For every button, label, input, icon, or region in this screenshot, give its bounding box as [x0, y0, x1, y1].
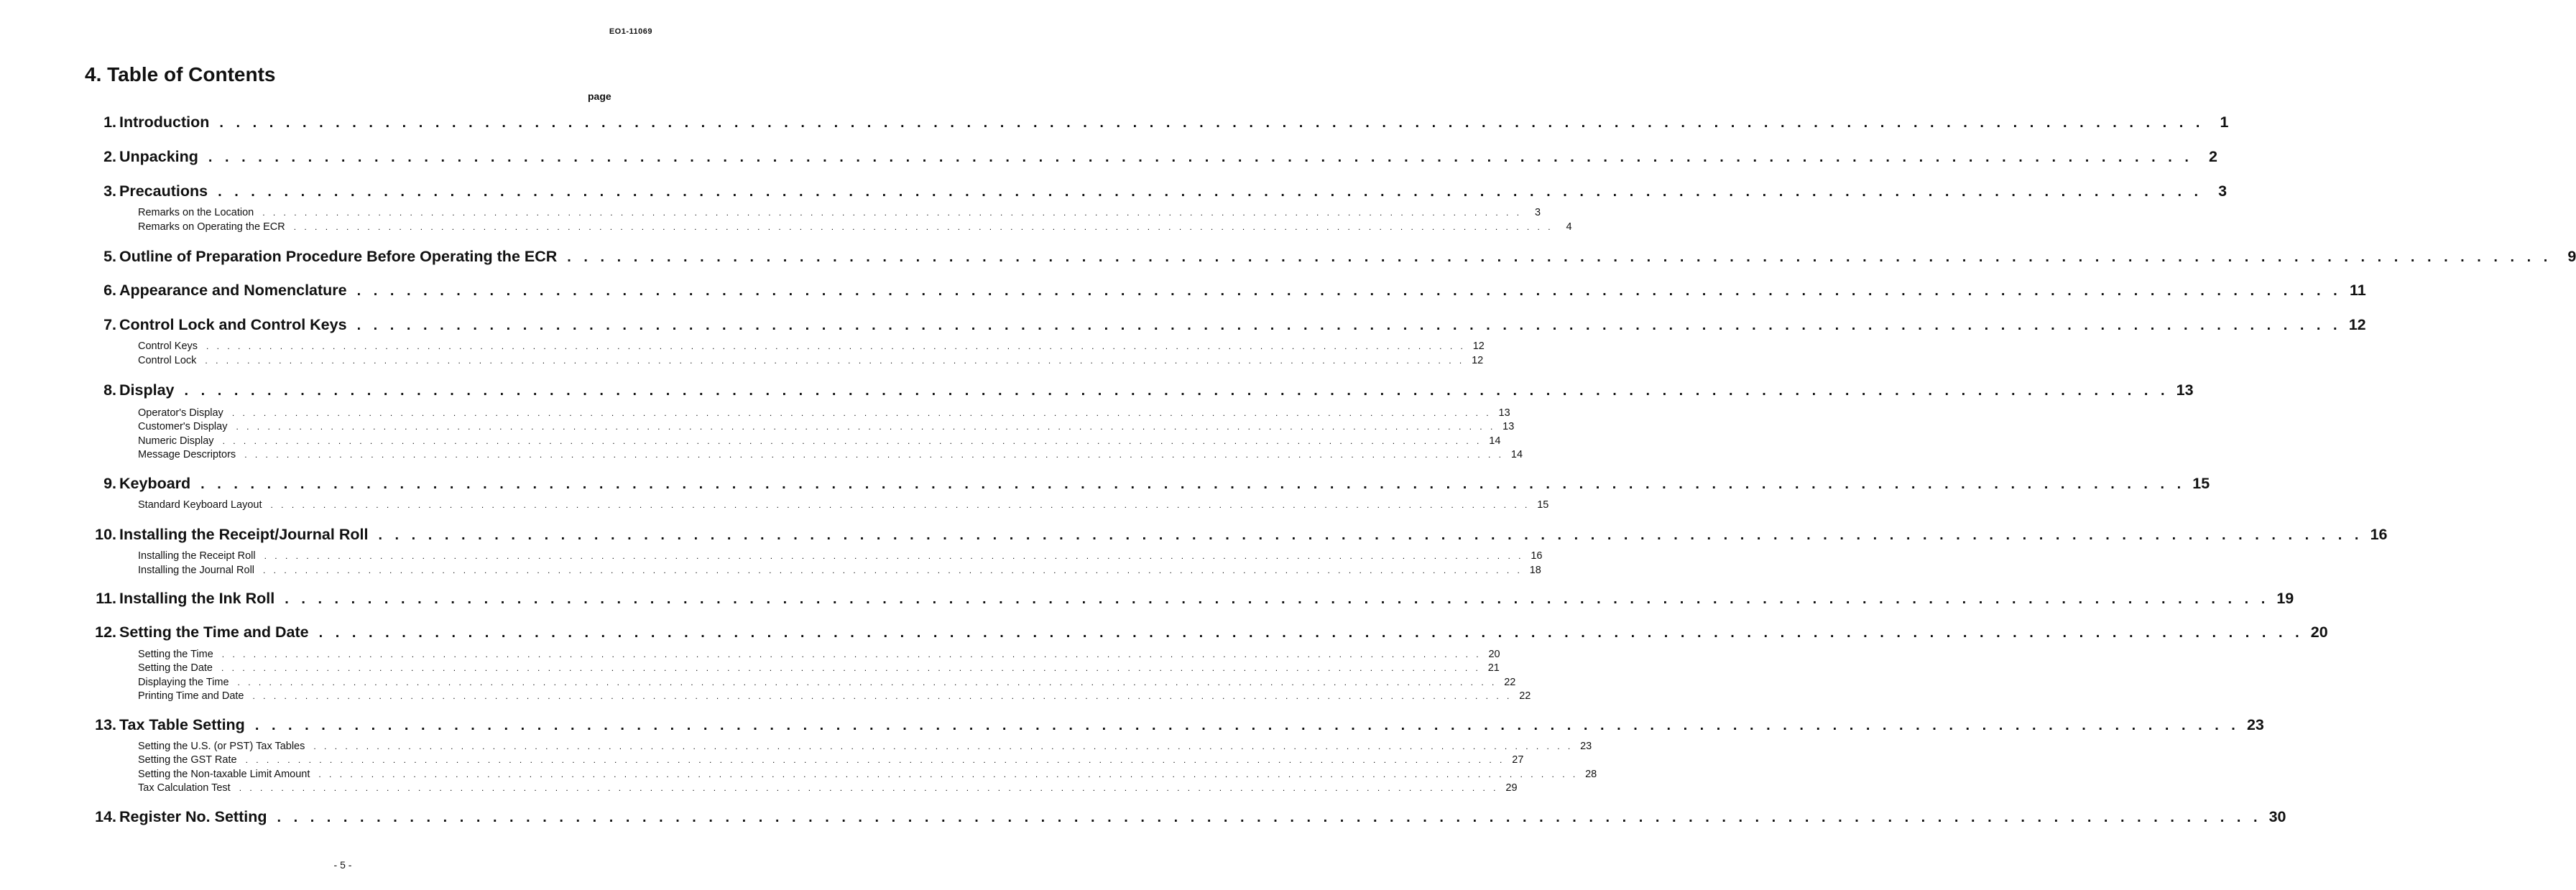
subsection-page-number: 4 — [1566, 221, 1572, 233]
subsection-page-number: 22 — [1519, 690, 1531, 702]
subsection-page-number: 29 — [1505, 782, 1518, 794]
toc-subsection-entry[interactable] — [138, 754, 1524, 768]
dot-leader: . . . . . . . . . . . . . . . . . . . . . . . . . . . . . . . . . . . . . . . . . . . . . . . . . . . . . . . . . . . . . . . . . . . . . . . . . . . . . . . . . . . . . . . . . . . . . . . . . . . . . . . . . . . . . . . . . . . . . . . . — [277, 810, 2262, 825]
section-number: 7. — [103, 316, 116, 333]
section-title: Setting the Time and Date — [119, 624, 309, 641]
toc-subsection-entry[interactable] — [138, 565, 1541, 578]
section-number: 5. — [103, 248, 116, 265]
dot-leader: . . . . . . . . . . . . . . . . . . . . . . . . . . . . . . . . . . . . . . . . . . . . . . . . . . . . . . . . . . . . . . . . . . . . . . . . . . . . . . . . . . . . . . . . . . . . . . . . . . . . . . . . . . . . . . . . . . . . . . . . — [318, 769, 1579, 779]
subsection-page-number: 15 — [1537, 499, 1549, 511]
subsection-page-number: 12 — [1472, 340, 1485, 352]
dot-leader: . . . . . . . . . . . . . . . . . . . . . . . . . . . . . . . . . . . . . . . . . . . . . . . . . . . . . . . . . . . . . . . . . . . . . . . . . . . . . . . . . . . . . . . . . . . . . . . . . . . . . . . . . . . . . . . . . . . . . . . . — [245, 755, 1505, 765]
toc-section-entry[interactable] — [80, 182, 2228, 204]
dot-leader: . . . . . . . . . . . . . . . . . . . . . . . . . . . . . . . . . . . . . . . . . . . . . . . . . . . . . . . . . . . . . . . . . . . . . . . . . . . . . . . . . . . . . . . . . . . . . . . . . . . . . . . . . . . . . . . . . . . . . . . . — [244, 450, 1505, 460]
dot-leader: . . . . . . . . . . . . . . . . . . . . . . . . . . . . . . . . . . . . . . . . . . . . . . . . . . . . . . . . . . . . . . . . . . . . . . . . . . . . . . . . . . . . . . . . . . . . . . . . . . . . . . . . . . . . . . . . . . . . . . . . — [221, 649, 1482, 659]
dot-leader: . . . . . . . . . . . . . . . . . . . . . . . . . . . . . . . . . . . . . . . . . . . . . . . . . . . . . . . . . . . . . . . . . . . . . . . . . . . . . . . . . . . . . . . . . . . . . . . . . . . . . . . . . . . . . . . . . . . . . . . . — [567, 249, 2552, 265]
dot-leader: . . . . . . . . . . . . . . . . . . . . . . . . . . . . . . . . . . . . . . . . . . . . . . . . . . . . . . . . . . . . . . . . . . . . . . . . . . . . . . . . . . . . . . . . . . . . . . . . . . . . . . . . . . . . . . . . . . . . . . . . — [270, 500, 1531, 510]
dot-leader: . . . . . . . . . . . . . . . . . . . . . . . . . . . . . . . . . . . . . . . . . . . . . . . . . . . . . . . . . . . . . . . . . . . . . . . . . . . . . . . . . . . . . . . . . . . . . . . . . . . . . . . . . . . . . . . . . . . . . . . . — [356, 317, 2342, 333]
section-number: 14. — [95, 808, 116, 825]
toc-section-entry[interactable] — [80, 381, 2194, 403]
page-footer: - 5 - — [333, 859, 352, 871]
toc-subsection-entry[interactable] — [138, 407, 1510, 421]
section-page-number: 20 — [2310, 624, 2328, 641]
dot-leader: . . . . . . . . . . . . . . . . . . . . . . . . . . . . . . . . . . . . . . . . . . . . . . . . . . . . . . . . . . . . . . . . . . . . . . . . . . . . . . . . . . . . . . . . . . . . . . . . . . . . . . . . . . . . . . . . . . . . . . . . — [263, 565, 1523, 575]
subsection-title: Setting the Time — [138, 649, 213, 660]
subsection-page-number: 28 — [1585, 769, 1597, 780]
toc-section-entry[interactable] — [80, 716, 2264, 738]
toc-section-entry[interactable] — [80, 248, 2576, 269]
subsection-title: Setting the GST Rate — [138, 754, 237, 766]
toc-subsection-entry[interactable] — [138, 677, 1516, 690]
toc-section-entry[interactable] — [80, 475, 2210, 496]
section-number: 12. — [95, 624, 116, 641]
subsection-title: Numeric Display — [138, 435, 214, 447]
toc-section-entry[interactable] — [80, 624, 2328, 645]
section-title: Installing the Receipt/Journal Roll — [119, 526, 369, 543]
dot-leader: . . . . . . . . . . . . . . . . . . . . . . . . . . . . . . . . . . . . . . . . . . . . . . . . . . . . . . . . . . . . . . . . . . . . . . . . . . . . . . . . . . . . . . . . . . . . . . . . . . . . . . . . . . . . . . . . . . . . . . . . — [205, 356, 1465, 366]
dot-leader: . . . . . . . . . . . . . . . . . . . . . . . . . . . . . . . . . . . . . . . . . . . . . . . . . . . . . . . . . . . . . . . . . . . . . . . . . . . . . . . . . . . . . . . . . . . . . . . . . . . . . . . . . . . . . . . . . . . . . . . . — [293, 222, 1554, 232]
section-page-number: 19 — [2276, 590, 2294, 607]
section-page-number: 13 — [2176, 381, 2194, 399]
subsection-page-number: 14 — [1489, 435, 1501, 447]
toc-subsection-entry[interactable] — [138, 690, 1531, 704]
section-title: Tax Table Setting — [119, 716, 245, 733]
subsection-title: Control Keys — [138, 340, 198, 352]
dot-leader: . . . . . . . . . . . . . . . . . . . . . . . . . . . . . . . . . . . . . . . . . . . . . . . . . . . . . . . . . . . . . . . . . . . . . . . . . . . . . . . . . . . . . . . . . . . . . . . . . . . . . . . . . . . . . . . . . . . . . . . . — [231, 408, 1492, 418]
dot-leader: . . . . . . . . . . . . . . . . . . . . . . . . . . . . . . . . . . . . . . . . . . . . . . . . . . . . . . . . . . . . . . . . . . . . . . . . . . . . . . . . . . . . . . . . . . . . . . . . . . . . . . . . . . . . . . . . . . . . . . . . — [318, 625, 2304, 641]
toc-subsection-entry[interactable] — [138, 449, 1523, 463]
subsection-title: Message Descriptors — [138, 449, 236, 460]
subsection-page-number: 12 — [1472, 355, 1484, 366]
toc-section-entry[interactable] — [80, 113, 2229, 135]
subsection-page-number: 16 — [1531, 550, 1543, 562]
section-title: Installing the Ink Roll — [119, 590, 275, 607]
dot-leader: . . . . . . . . . . . . . . . . . . . . . . . . . . . . . . . . . . . . . . . . . . . . . . . . . . . . . . . . . . . . . . . . . . . . . . . . . . . . . . . . . . . . . . . . . . . . . . . . . . . . . . . . . . . . . . . . . . . . . . . . — [219, 115, 2205, 131]
section-title: Appearance and Nomenclature — [119, 282, 347, 299]
section-title: Introduction — [119, 113, 210, 131]
toc-subsection-entry[interactable] — [138, 207, 1541, 221]
subsection-page-number: 18 — [1529, 565, 1541, 576]
page-title: 4. Table of Contents — [85, 63, 276, 85]
subsection-page-number: 23 — [1580, 741, 1592, 752]
subsection-page-number: 14 — [1510, 449, 1523, 460]
section-title: Display — [119, 381, 175, 399]
section-page-number: 3 — [2218, 182, 2228, 200]
toc-section-entry[interactable] — [80, 148, 2217, 170]
subsection-title: Setting the Date — [138, 662, 213, 674]
toc-subsection-entry[interactable] — [138, 649, 1500, 662]
section-title: Register No. Setting — [119, 808, 267, 825]
dot-leader: . . . . . . . . . . . . . . . . . . . . . . . . . . . . . . . . . . . . . . . . . . . . . . . . . . . . . . . . . . . . . . . . . . . . . . . . . . . . . . . . . . . . . . . . . . . . . . . . . . . . . . . . . . . . . . . . . . . . . . . . — [200, 476, 2186, 492]
section-number: 3. — [103, 182, 116, 200]
subsection-page-number: 20 — [1488, 649, 1500, 660]
dot-leader: . . . . . . . . . . . . . . . . . . . . . . . . . . . . . . . . . . . . . . . . . . . . . . . . . . . . . . . . . . . . . . . . . . . . . . . . . . . . . . . . . . . . . . . . . . . . . . . . . . . . . . . . . . . . . . . . . . . . . . . . — [208, 149, 2193, 165]
section-page-number: 30 — [2268, 808, 2286, 825]
page-column-label: page — [588, 91, 611, 102]
toc-section-entry[interactable] — [80, 808, 2286, 830]
toc-subsection-entry[interactable] — [138, 769, 1597, 782]
dot-leader: . . . . . . . . . . . . . . . . . . . . . . . . . . . . . . . . . . . . . . . . . . . . . . . . . . . . . . . . . . . . . . . . . . . . . . . . . . . . . . . . . . . . . . . . . . . . . . . . . . . . . . . . . . . . . . . . . . . . . . . . — [239, 783, 1499, 793]
section-title: Unpacking — [119, 148, 198, 165]
subsection-page-number: 21 — [1487, 662, 1500, 674]
dot-leader: . . . . . . . . . . . . . . . . . . . . . . . . . . . . . . . . . . . . . . . . . . . . . . . . . . . . . . . . . . . . . . . . . . . . . . . . . . . . . . . . . . . . . . . . . . . . . . . . . . . . . . . . . . . . . . . . . . . . . . . . — [218, 184, 2203, 200]
toc-subsection-entry[interactable] — [138, 221, 1572, 235]
section-number: 9. — [103, 475, 116, 492]
subsection-title: Customer's Display — [138, 421, 228, 432]
section-number: 13. — [95, 716, 116, 733]
dot-leader: . . . . . . . . . . . . . . . . . . . . . . . . . . . . . . . . . . . . . . . . . . . . . . . . . . . . . . . . . . . . . . . . . . . . . . . . . . . . . . . . . . . . . . . . . . . . . . . . . . . . . . . . . . . . . . . . . . . . . . . . — [221, 663, 1481, 673]
section-number: 6. — [103, 282, 116, 299]
toc-subsection-entry[interactable] — [138, 550, 1543, 564]
section-page-number: 12 — [2348, 316, 2366, 333]
section-page-number: 15 — [2192, 475, 2210, 492]
section-number: 11. — [96, 590, 116, 607]
toc-subsection-entry[interactable] — [138, 355, 1484, 368]
toc-subsection-entry[interactable] — [138, 782, 1518, 796]
section-page-number: 16 — [2370, 526, 2388, 543]
toc-subsection-entry[interactable] — [138, 662, 1500, 676]
subsection-title: Operator's Display — [138, 407, 223, 419]
toc-section-entry[interactable] — [80, 316, 2366, 338]
section-page-number: 23 — [2246, 716, 2264, 733]
section-title: Outline of Preparation Procedure Before Operating the ECR — [119, 248, 558, 265]
dot-leader: . . . . . . . . . . . . . . . . . . . . . . . . . . . . . . . . . . . . . . . . . . . . . . . . . . . . . . . . . . . . . . . . . . . . . . . . . . . . . . . . . . . . . . . . . . . . . . . . . . . . . . . . . . . . . . . . . . . . . . . . — [313, 741, 1574, 751]
toc-section-entry[interactable] — [80, 590, 2294, 611]
subsection-title: Setting the U.S. (or PST) Tax Tables — [138, 741, 305, 752]
subsection-page-number: 27 — [1512, 754, 1524, 766]
dot-leader: . . . . . . . . . . . . . . . . . . . . . . . . . . . . . . . . . . . . . . . . . . . . . . . . . . . . . . . . . . . . . . . . . . . . . . . . . . . . . . . . . . . . . . . . . . . . . . . . . . . . . . . . . . . . . . . . . . . . . . . . — [252, 691, 1513, 701]
toc-section-entry[interactable] — [80, 526, 2388, 547]
subsection-title: Installing the Receipt Roll — [138, 550, 256, 562]
subsection-title: Installing the Journal Roll — [138, 565, 255, 576]
toc-subsection-entry[interactable] — [138, 435, 1501, 449]
section-page-number: 1 — [2220, 113, 2229, 131]
section-number: 1. — [103, 113, 116, 131]
dot-leader: . . . . . . . . . . . . . . . . . . . . . . . . . . . . . . . . . . . . . . . . . . . . . . . . . . . . . . . . . . . . . . . . . . . . . . . . . . . . . . . . . . . . . . . . . . . . . . . . . . . . . . . . . . . . . . . . . . . . . . . . — [184, 383, 2169, 399]
subsection-title: Tax Calculation Test — [138, 782, 231, 794]
subsection-title: Displaying the Time — [138, 677, 229, 688]
toc-subsection-entry[interactable] — [138, 741, 1592, 754]
dot-leader: . . . . . . . . . . . . . . . . . . . . . . . . . . . . . . . . . . . . . . . . . . . . . . . . . . . . . . . . . . . . . . . . . . . . . . . . . . . . . . . . . . . . . . . . . . . . . . . . . . . . . . . . . . . . . . . . . . . . . . . . — [237, 677, 1497, 687]
section-title: Keyboard — [119, 475, 191, 492]
dot-leader: . . . . . . . . . . . . . . . . . . . . . . . . . . . . . . . . . . . . . . . . . . . . . . . . . . . . . . . . . . . . . . . . . . . . . . . . . . . . . . . . . . . . . . . . . . . . . . . . . . . . . . . . . . . . . . . . . . . . . . . . — [356, 283, 2342, 299]
toc-subsection-entry[interactable] — [138, 499, 1549, 513]
subsection-title: Remarks on the Location — [138, 207, 254, 218]
toc-subsection-entry[interactable] — [138, 340, 1485, 354]
section-number: 2. — [103, 148, 116, 165]
document-id: EO1-11069 — [609, 27, 652, 36]
subsection-title: Control Lock — [138, 355, 197, 366]
section-title: Control Lock and Control Keys — [119, 316, 347, 333]
subsection-page-number: 22 — [1504, 677, 1516, 688]
dot-leader: . . . . . . . . . . . . . . . . . . . . . . . . . . . . . . . . . . . . . . . . . . . . . . . . . . . . . . . . . . . . . . . . . . . . . . . . . . . . . . . . . . . . . . . . . . . . . . . . . . . . . . . . . . . . . . . . . . . . . . . . — [378, 527, 2363, 543]
section-page-number: 9 — [2567, 248, 2576, 265]
subsection-page-number: 13 — [1498, 407, 1510, 419]
subsection-title: Remarks on Operating the ECR — [138, 221, 285, 233]
dot-leader: . . . . . . . . . . . . . . . . . . . . . . . . . . . . . . . . . . . . . . . . . . . . . . . . . . . . . . . . . . . . . . . . . . . . . . . . . . . . . . . . . . . . . . . . . . . . . . . . . . . . . . . . . . . . . . . . . . . . . . . . — [254, 718, 2240, 733]
dot-leader: . . . . . . . . . . . . . . . . . . . . . . . . . . . . . . . . . . . . . . . . . . . . . . . . . . . . . . . . . . . . . . . . . . . . . . . . . . . . . . . . . . . . . . . . . . . . . . . . . . . . . . . . . . . . . . . . . . . . . . . . — [262, 208, 1523, 218]
section-page-number: 2 — [2208, 148, 2217, 165]
subsection-page-number: 13 — [1502, 421, 1515, 432]
dot-leader: . . . . . . . . . . . . . . . . . . . . . . . . . . . . . . . . . . . . . . . . . . . . . . . . . . . . . . . . . . . . . . . . . . . . . . . . . . . . . . . . . . . . . . . . . . . . . . . . . . . . . . . . . . . . . . . . . . . . . . . . — [236, 422, 1496, 432]
dot-leader: . . . . . . . . . . . . . . . . . . . . . . . . . . . . . . . . . . . . . . . . . . . . . . . . . . . . . . . . . . . . . . . . . . . . . . . . . . . . . . . . . . . . . . . . . . . . . . . . . . . . . . . . . . . . . . . . . . . . . . . . — [206, 341, 1466, 351]
section-number: 8. — [103, 381, 116, 399]
subsection-title: Printing Time and Date — [138, 690, 244, 702]
section-page-number: 11 — [2349, 282, 2366, 299]
section-title: Precautions — [119, 182, 208, 200]
subsection-title: Setting the Non-taxable Limit Amount — [138, 769, 310, 780]
dot-leader: . . . . . . . . . . . . . . . . . . . . . . . . . . . . . . . . . . . . . . . . . . . . . . . . . . . . . . . . . . . . . . . . . . . . . . . . . . . . . . . . . . . . . . . . . . . . . . . . . . . . . . . . . . . . . . . . . . . . . . . . — [285, 591, 2270, 607]
toc-section-entry[interactable] — [80, 282, 2366, 303]
dot-leader: . . . . . . . . . . . . . . . . . . . . . . . . . . . . . . . . . . . . . . . . . . . . . . . . . . . . . . . . . . . . . . . . . . . . . . . . . . . . . . . . . . . . . . . . . . . . . . . . . . . . . . . . . . . . . . . . . . . . . . . . — [222, 436, 1482, 446]
dot-leader: . . . . . . . . . . . . . . . . . . . . . . . . . . . . . . . . . . . . . . . . . . . . . . . . . . . . . . . . . . . . . . . . . . . . . . . . . . . . . . . . . . . . . . . . . . . . . . . . . . . . . . . . . . . . . . . . . . . . . . . . — [264, 551, 1524, 561]
section-number: 10. — [95, 526, 116, 543]
subsection-page-number: 3 — [1534, 207, 1541, 218]
subsection-title: Standard Keyboard Layout — [138, 499, 262, 511]
toc-subsection-entry[interactable] — [138, 421, 1515, 435]
